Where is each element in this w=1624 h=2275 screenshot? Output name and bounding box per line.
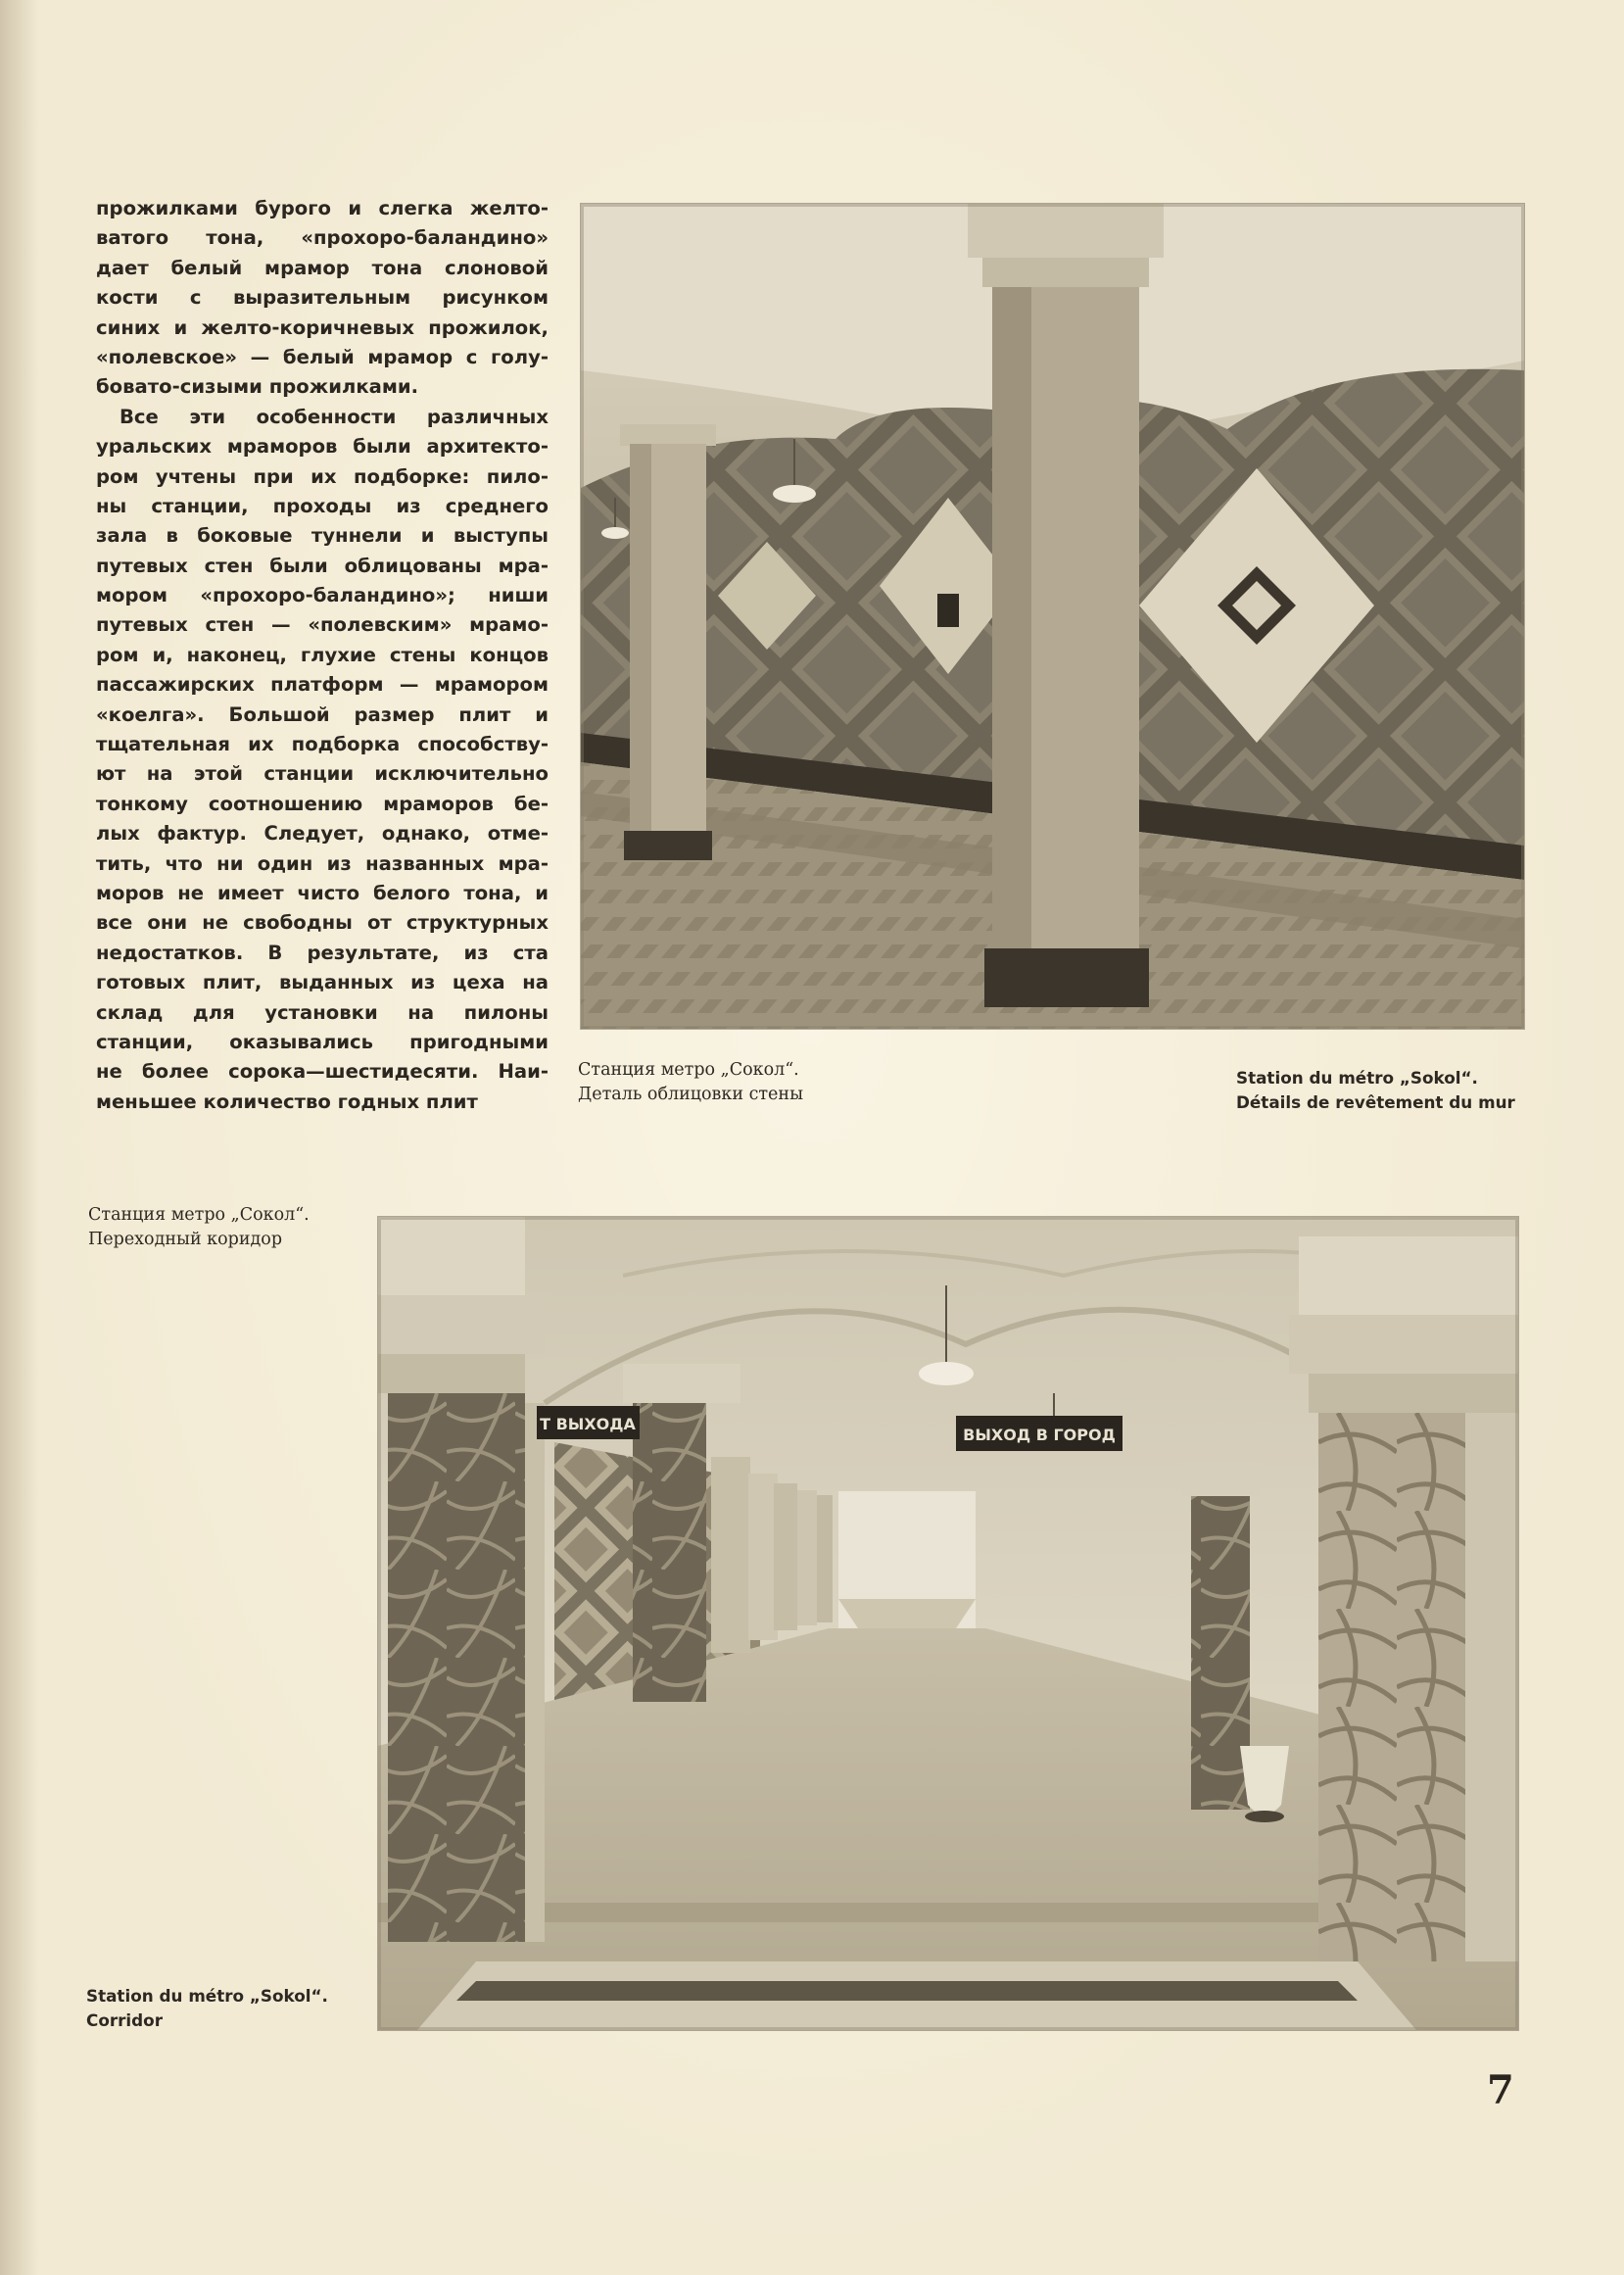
text-line: тщательная их подборка способству- <box>96 733 549 756</box>
text-line: ром и, наконец, глухие стены концов <box>96 643 549 666</box>
caption-corridor-fr <box>86 1984 328 2033</box>
caption-line: Станция метро „Сокол“. <box>88 1205 310 1225</box>
caption-wall-detail-ru <box>578 1058 803 1107</box>
text-line: склад для установки на пилоны <box>96 1000 549 1024</box>
text-line: моров не имеет чисто белого тона, и <box>96 881 549 904</box>
photo-wall-detail <box>581 204 1524 1029</box>
caption-line: Деталь облицовки стены <box>578 1085 803 1104</box>
caption-line: Corridor <box>86 2010 163 2030</box>
caption-line: Станция метро „Сокол“. <box>578 1060 799 1080</box>
text-line: тонкому соотношению мраморов бе- <box>96 792 549 815</box>
text-line: ватого тона, «прохоро-баландино» <box>96 226 549 250</box>
text-line: ют на этой станции исключительно <box>96 762 549 786</box>
text-line: не более сорока—шестидесяти. Наи- <box>96 1060 549 1084</box>
text-line: недостатков. В результате, из ста <box>96 941 549 964</box>
text-line: путевых стен — «полевским» мрамо- <box>96 613 549 637</box>
text-line: все они не свободны от структурных <box>96 911 549 935</box>
text-line: Все эти особенности различных <box>119 405 549 428</box>
sign-exit-left: Т ВЫХОДА <box>540 1415 636 1433</box>
text-line: зала в боковые туннели и выступы <box>96 524 549 548</box>
text-line: дает белый мрамор тона слоновой <box>96 256 549 279</box>
photo-corridor-image <box>378 1217 1518 2030</box>
caption-wall-detail-fr <box>1236 1066 1515 1115</box>
page-number: 7 <box>1487 2067 1514 2113</box>
text-line: уральских мраморов были архитекто- <box>96 435 549 459</box>
text-line: кости с выразительным рисунком <box>96 286 549 310</box>
text-line: ны станции, проходы из среднего <box>96 494 549 517</box>
sign-exit-city: ВЫХОД В ГОРОД <box>963 1426 1116 1444</box>
text-line: прожилками бурого и слегка желто- <box>96 197 549 219</box>
caption-line: Détails de revêtement du mur <box>1236 1092 1515 1112</box>
text-line: тить, что ни один из названных мра- <box>96 851 549 875</box>
text-line: синих и желто-коричневых прожилок, <box>96 315 549 339</box>
text-line: станции, оказывались пригодными <box>96 1030 549 1053</box>
text-line: «полевское» — белый мрамор с голу- <box>96 345 549 368</box>
caption-line: Переходный коридор <box>88 1230 283 1249</box>
text-line: лых фактур. Следует, однако, отме- <box>96 822 549 846</box>
article-text <box>96 194 549 1117</box>
text-line: пассажирских платформ — мрамором <box>96 673 549 697</box>
text-line: бовато-сизыми прожилками. <box>96 375 419 399</box>
caption-line: Station du métro „Sokol“. <box>1236 1068 1478 1088</box>
text-line: «коелга». Большой размер плит и <box>96 702 549 726</box>
text-line: мором «прохоро-баландино»; ниши <box>96 584 549 607</box>
photo-wall-detail-image <box>581 204 1524 1029</box>
text-line: меньшее количество годных плит <box>96 1089 478 1113</box>
caption-corridor-ru <box>88 1203 310 1252</box>
photo-corridor <box>378 1217 1518 2030</box>
text-line: ром учтены при их подборке: пило- <box>96 464 549 488</box>
caption-line: Station du métro „Sokol“. <box>86 1986 328 2006</box>
text-line: готовых плит, выданных из цеха на <box>96 971 549 994</box>
text-line: путевых стен были облицованы мра- <box>96 554 549 577</box>
